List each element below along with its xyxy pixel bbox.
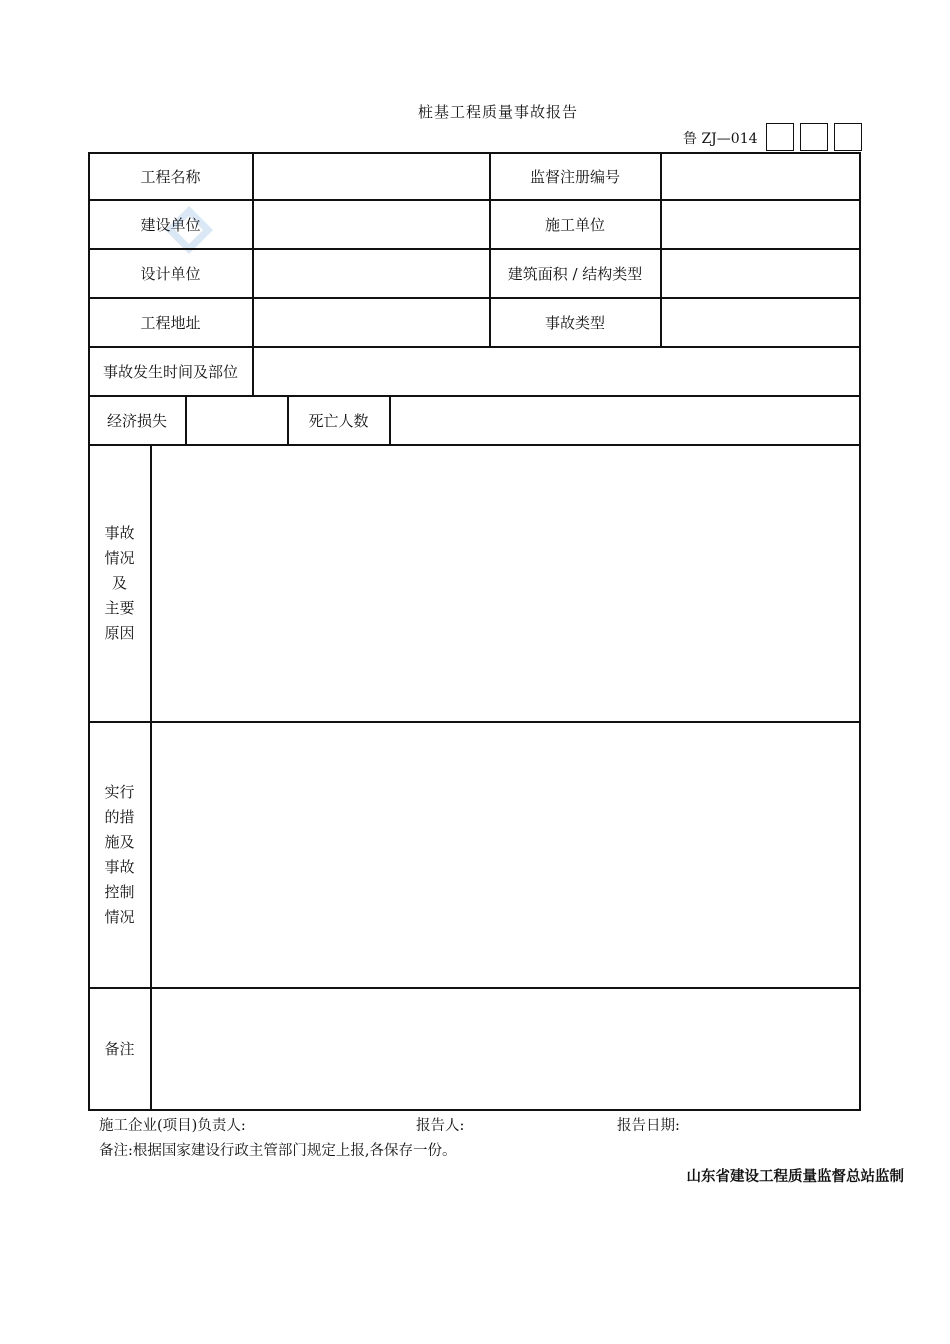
input-project-name[interactable] xyxy=(253,152,489,200)
input-economic-loss[interactable] xyxy=(186,396,287,444)
label-project-name: 工程名称 xyxy=(140,167,201,186)
label-situation-cause xyxy=(88,445,151,721)
code-box-3[interactable] xyxy=(834,123,862,151)
footer-note: 备注:根据国家建设行政主管部门规定上报,各保存一份。 xyxy=(99,1143,457,1159)
input-time-location[interactable] xyxy=(253,347,861,395)
footer-responsible: 施工企业(项目)负责人: xyxy=(99,1118,246,1134)
input-project-address[interactable] xyxy=(253,298,489,346)
label-remarks: 备注 xyxy=(104,1040,135,1058)
input-remarks[interactable] xyxy=(151,988,861,1109)
measures-control-text: 实行 的措 施及 事故 控制 情况 xyxy=(104,782,135,926)
form-code-row xyxy=(683,124,868,152)
input-measures-control[interactable] xyxy=(151,722,861,987)
label-supervision-reg-no: 监督注册编号 xyxy=(529,167,620,186)
label-area-structure: 建筑面积 / 结构类型 xyxy=(507,264,643,283)
code-box-2[interactable] xyxy=(800,123,828,151)
label-construction-unit: 建设单位 xyxy=(140,215,201,234)
code-box-1[interactable] xyxy=(766,123,794,151)
input-area-structure[interactable] xyxy=(661,249,861,297)
input-design-unit[interactable] xyxy=(253,249,489,297)
label-accident-type: 事故类型 xyxy=(544,313,605,332)
issuer-signature: 山东省建设工程质量监督总站监制 xyxy=(686,1168,904,1185)
input-construction-unit[interactable] xyxy=(253,200,489,248)
input-situation-cause[interactable] xyxy=(151,445,861,721)
label-economic-loss: 经济损失 xyxy=(106,411,167,430)
label-project-address: 工程地址 xyxy=(140,313,201,332)
report-title: 桩基工程质量事故报告 xyxy=(417,103,578,121)
input-builder-unit[interactable] xyxy=(661,200,861,248)
label-design-unit: 设计单位 xyxy=(140,264,201,283)
label-builder-unit: 施工单位 xyxy=(544,215,605,234)
input-accident-type[interactable] xyxy=(661,298,861,346)
situation-cause-text: 事故 情况 及 主要 原因 xyxy=(104,523,135,642)
label-measures-control xyxy=(88,722,151,987)
footer-reporter: 报告人: xyxy=(416,1118,465,1134)
form-code: 鲁 ZJ—014 xyxy=(683,131,758,147)
input-deaths[interactable] xyxy=(390,396,861,444)
label-time-location: 事故发生时间及部位 xyxy=(102,362,238,381)
footer-report-date: 报告日期: xyxy=(617,1118,680,1134)
report-form xyxy=(88,152,861,1111)
label-deaths: 死亡人数 xyxy=(308,411,369,430)
input-supervision-reg-no[interactable] xyxy=(661,152,861,200)
